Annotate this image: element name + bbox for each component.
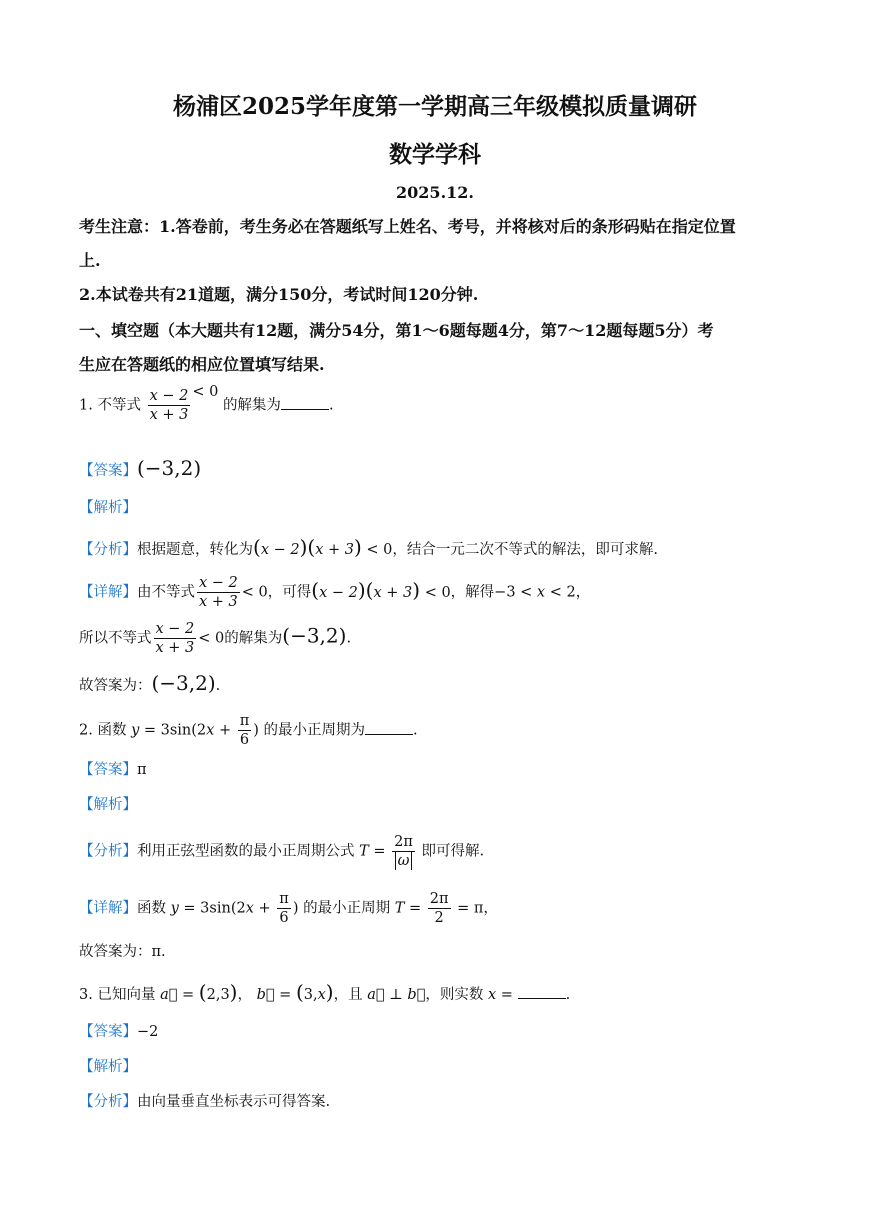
jiexi-tag: 【解析】 [79, 797, 137, 813]
q1-answer: (−3,2) [137, 456, 202, 480]
notice-line-1b: 上. [79, 251, 101, 270]
q1-analysis: 【分析】根据题意，转化为(x − 2)(x + 3) < 0，结合一元二次不等式的解法，即可求解. [79, 535, 659, 559]
q1-answer-line [79, 458, 201, 481]
exam-subject: 数学学科 [389, 141, 481, 168]
fenxi-tag: 【分析】 [79, 542, 137, 558]
q2-detail: 【详解】函数 y = 3sin(2x + $\frac{\pi}{6}$ ) 的最小正周期 T = $\frac{2\pi}{2}$ = π， [79, 891, 498, 926]
q2-blank [365, 721, 413, 735]
answer-tag: 【答案】 [79, 1024, 137, 1040]
q2-answer: π [137, 762, 147, 778]
exam-date: 2025.12. [396, 183, 474, 202]
q2-stem: 2. 函数 [79, 722, 127, 739]
xiangjie-tag: 【详解】 [79, 584, 137, 601]
q3-stem: 3. 已知向量 [79, 987, 156, 1003]
q1-detail: 【详解】由不等式 $\frac{x - 2}{x + 3}$ < 0，可得(x − 2)(x + 3) < 0，解得−3 < x < 2， [79, 575, 591, 610]
fenxi-tag: 【分析】 [79, 1094, 137, 1110]
q2-final: 故答案为：π. [79, 944, 166, 960]
answer-tag: 【答案】 [79, 762, 137, 778]
q3-blank [518, 985, 566, 999]
q1-final: 故答案为：(−3,2). [79, 671, 221, 695]
q2-analysis: 【分析】利用正弦型函数的最小正周期公式 T = $\frac{2\pi}{\omega}$ 即可得解. [79, 834, 485, 869]
q2-tail: 的最小正周期为 [263, 722, 366, 739]
jiexi-tag: 【解析】 [79, 1059, 137, 1075]
q3-answer: −2 [137, 1024, 159, 1040]
q1-tail: 的解集为 [222, 397, 281, 414]
notice-line-1: 考生注意：1.答卷前，考生务必在答题纸写上姓名、考号，并将核对后的条形码贴在指定位置 [79, 217, 736, 236]
fenxi-tag: 【分析】 [79, 843, 137, 860]
question-3: 3. 已知向量 a⃗ = (2,3)， b⃗ = (3,x)，且 a⃗ ⊥ b⃗，则实数 x = . [79, 980, 571, 1004]
section-heading-1: 一、填空题（本大题共有12题，满分54分，第1～6题每题4分，第7～12题每题5分）考 [79, 321, 714, 340]
q1-stem: 1. 不等式 [79, 397, 141, 414]
answer-tag: 【答案】 [79, 463, 137, 479]
section-heading-2: 生应在答题纸的相应位置填写结果. [79, 355, 325, 374]
q1-fraction: $\frac{x - 2}{x + 3}$ [149, 388, 189, 423]
q3-analysis: 【分析】由向量垂直坐标表示可得答案. [79, 1094, 331, 1110]
question-1: 1. 不等式 $\frac{x - 2}{x + 3}$ < 0 的解集为 . [79, 383, 334, 423]
q2-answer-line [79, 760, 147, 780]
q3-answer-line [79, 1022, 158, 1042]
notice-line-2: 2.本试卷共有21道题，满分150分，考试时间120分钟. [79, 285, 479, 304]
xiangjie-tag: 【详解】 [79, 900, 137, 917]
q1-so: 所以不等式 $\frac{x - 2}{x + 3}$ < 0的解集为(−3,2). [79, 621, 352, 656]
question-2: 2. 函数 y = 3sin(2x + $\frac{\pi}{6}$ ) 的最小正周期为 . [79, 713, 418, 748]
jiexi-tag: 【解析】 [79, 500, 137, 516]
exam-title: 杨浦区2025学年度第一学期高三年级模拟质量调研 [172, 93, 697, 120]
q1-blank [281, 396, 329, 410]
